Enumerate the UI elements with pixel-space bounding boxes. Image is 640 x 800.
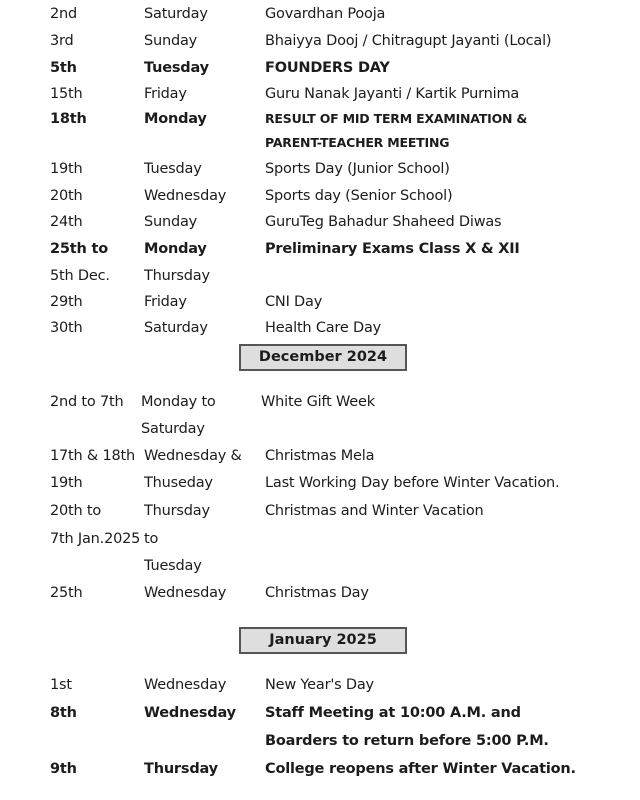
table-row	[0, 417, 640, 441]
table-row	[0, 131, 640, 155]
day-cell: Thursday	[144, 268, 210, 284]
date-cell: 29th	[50, 294, 83, 310]
date-cell: 1st	[50, 677, 72, 693]
date-cell: 17th & 18th	[50, 448, 135, 464]
event-cell: Christmas Mela	[265, 448, 375, 464]
table-row	[0, 701, 640, 725]
date-cell: 9th	[50, 761, 77, 777]
date-cell: 15th	[50, 86, 83, 102]
table-row	[0, 107, 640, 131]
event-cell: CNI Day	[265, 294, 323, 310]
month-heading-december: December 2024	[239, 344, 407, 371]
day-cell: Friday	[144, 86, 187, 102]
table-row	[0, 554, 640, 578]
day-cell: Sunday	[144, 33, 198, 49]
date-cell: 25th	[50, 585, 83, 601]
date-cell: 19th	[50, 475, 83, 491]
event-cell: College reopens after Winter Vacation.	[265, 761, 576, 777]
table-row	[0, 290, 640, 314]
table-row	[0, 237, 640, 261]
table-row	[0, 2, 640, 26]
table-row	[0, 471, 640, 495]
table-row	[0, 316, 640, 340]
event-cell: Govardhan Pooja	[265, 6, 386, 22]
day-cell: Friday	[144, 294, 187, 310]
day-cell: Monday	[144, 111, 207, 127]
day-cell: Tuesday	[144, 558, 202, 574]
day-cell: Sunday	[144, 214, 198, 230]
event-cell: White Gift Week	[261, 394, 375, 410]
event-cell: Sports day (Senior School)	[265, 188, 453, 204]
date-cell: 20th	[50, 188, 83, 204]
event-cell: GuruTeg Bahadur Shaheed Diwas	[265, 214, 502, 230]
date-cell: 19th	[50, 161, 83, 177]
event-cell: Staff Meeting at 10:00 A.M. and	[265, 705, 521, 721]
date-cell: 3rd	[50, 33, 74, 49]
event-cell: Christmas and Winter Vacation	[265, 503, 484, 519]
date-cell: 2nd to 7th	[50, 394, 124, 410]
day-cell: Tuesday	[144, 161, 202, 177]
table-row	[0, 499, 640, 523]
day-cell: Thuseday	[144, 475, 213, 491]
table-row	[0, 29, 640, 53]
event-cell: New Year's Day	[265, 677, 374, 693]
table-row	[0, 264, 640, 288]
table-row	[0, 757, 640, 781]
event-cell: Last Working Day before Winter Vacation.	[265, 475, 560, 491]
event-cell: PARENT-TEACHER MEETING	[265, 135, 450, 150]
date-cell: 18th	[50, 111, 87, 127]
day-cell: to	[144, 531, 159, 547]
day-cell: Wednesday	[144, 677, 227, 693]
date-cell: 24th	[50, 214, 83, 230]
table-row	[0, 56, 640, 80]
day-cell: Wednesday	[144, 585, 227, 601]
table-row	[0, 444, 640, 468]
day-cell: Thursday	[144, 761, 218, 777]
event-cell: Boarders to return before 5:00 P.M.	[265, 733, 549, 749]
event-cell: Sports Day (Junior School)	[265, 161, 450, 177]
event-cell: FOUNDERS DAY	[265, 60, 390, 76]
table-row	[0, 527, 640, 551]
table-row	[0, 210, 640, 234]
day-cell: Tuesday	[144, 60, 209, 76]
table-row	[0, 82, 640, 106]
day-cell: Monday	[144, 241, 207, 257]
table-row	[0, 184, 640, 208]
event-cell: RESULT OF MID TERM EXAMINATION &	[265, 111, 528, 126]
event-cell: Christmas Day	[265, 585, 369, 601]
table-row	[0, 729, 640, 753]
date-cell: 5th Dec.	[50, 268, 110, 284]
table-row	[0, 673, 640, 697]
date-cell: 20th to	[50, 503, 102, 519]
date-cell: 5th	[50, 60, 77, 76]
day-cell: Saturday	[144, 320, 208, 336]
day-cell: Monday to	[141, 394, 216, 410]
date-cell: 25th to	[50, 241, 108, 257]
day-cell: Wednesday	[144, 188, 227, 204]
event-cell: Bhaiyya Dooj / Chitragupt Jayanti (Local)	[265, 33, 552, 49]
month-heading-january: January 2025	[239, 627, 407, 654]
date-cell: 7th Jan.2025	[50, 531, 141, 547]
day-cell: Wednesday	[144, 705, 236, 721]
event-cell: Preliminary Exams Class X & XII	[265, 241, 520, 257]
date-cell: 30th	[50, 320, 83, 336]
day-cell: Thursday	[144, 503, 210, 519]
date-cell: 8th	[50, 705, 77, 721]
event-cell: Guru Nanak Jayanti / Kartik Purnima	[265, 86, 520, 102]
day-cell: Wednesday &	[144, 448, 242, 464]
day-cell: Saturday	[144, 6, 208, 22]
day-cell: Saturday	[141, 421, 205, 437]
date-cell: 2nd	[50, 6, 78, 22]
event-cell: Health Care Day	[265, 320, 382, 336]
table-row	[0, 581, 640, 605]
table-row	[0, 157, 640, 181]
table-row	[0, 390, 640, 414]
